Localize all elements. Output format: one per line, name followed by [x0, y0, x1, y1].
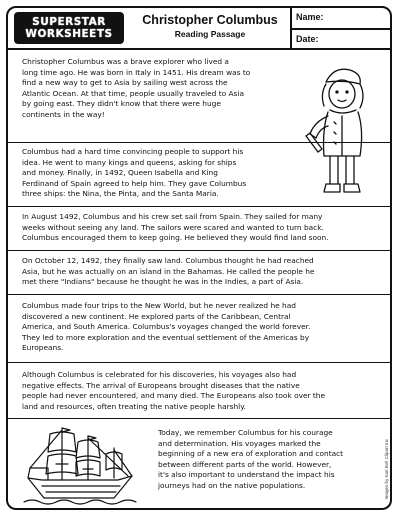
paragraph-3: [22, 212, 329, 244]
paragraph-line: weeks without seeing any land. The sailors were scared and wanted to turn back.: [22, 222, 324, 232]
paragraph-line: continents in the way!: [22, 109, 105, 119]
paragraph-line: idea. He went to many kings and queens, asking for ships: [22, 157, 237, 167]
date-field[interactable]: [292, 28, 390, 48]
title-block: [130, 8, 290, 48]
paragraph-4: [22, 256, 315, 288]
page-title: Christopher Columbus: [142, 13, 278, 27]
name-field[interactable]: [292, 8, 390, 28]
paragraph-line: by going east. They didn't know that there were huge: [22, 99, 221, 109]
paragraph-line: In August 1492, Columbus and his crew set sail from Spain. They sailed for many: [22, 212, 323, 221]
paragraph-line: Asia, but he was actually on an island in the Bahamas. He called the people he: [22, 266, 315, 276]
paragraph-line: three ships: the Nina, the Pinta, and the Santa Maria.: [22, 189, 219, 199]
section-divider: [8, 418, 390, 419]
paragraph-line: Today, we remember Columbus for his courage: [158, 428, 333, 437]
paragraph-line: On October 12, 1492, they finally saw land. Columbus thought he had reached: [22, 256, 314, 265]
section-divider: [8, 250, 390, 251]
paragraph-1: [22, 57, 250, 121]
worksheet-header: [8, 8, 390, 50]
paragraph-line: people had never encountered, and many died. The Europeans also took over the: [22, 391, 326, 401]
paragraph-line: find a new way to get to Asia by sailing west across the: [22, 78, 228, 88]
ship-illustration: [22, 422, 138, 508]
paragraph-line: Christopher Columbus was a brave explorer who lived a: [22, 57, 229, 66]
section-divider: [8, 142, 390, 143]
columbus-illustration: [304, 60, 380, 200]
paragraph-7: [158, 428, 343, 492]
paragraph-line: America, and South America. Columbus's voyages changed the world forever.: [22, 322, 311, 332]
paragraph-line: Ferdinand of Spain agreed to help him. They gave Columbus: [22, 178, 247, 188]
section-divider: [8, 362, 390, 363]
paragraph-line: met there "Indians" because he thought he was in the Indies, a part of Asia.: [22, 277, 304, 287]
paragraph-line: Columbus had a hard time convincing people to support his: [22, 147, 244, 156]
paragraph-line: between different parts of the world. However,: [158, 459, 332, 469]
date-label: Date:: [296, 34, 319, 44]
paragraph-line: Although Columbus is celebrated for his discoveries, his voyages also had: [22, 370, 297, 379]
page-subtitle: Reading Passage: [174, 29, 246, 39]
student-fields: [290, 8, 390, 48]
paragraph-line: Columbus made four trips to the New World, but he never realized he had: [22, 301, 296, 310]
paragraph-line: and determination. His voyages marked the: [158, 438, 321, 448]
paragraph-5: [22, 301, 310, 354]
image-credit: Images by Kari Bolt Clipart Inc: [384, 439, 389, 500]
superstar-worksheets-logo: [14, 12, 124, 44]
paragraph-line: it's also important to understand the impact his: [158, 470, 335, 480]
paragraph-line: Europeans.: [22, 343, 64, 353]
paragraph-line: beginning of a new era of exploration and contact: [158, 449, 344, 459]
name-label: Name:: [296, 12, 324, 22]
logo-line-1: SUPERSTAR: [32, 16, 106, 28]
paragraph-line: journeys had on the native populations.: [158, 480, 306, 490]
worksheet-page: [6, 6, 392, 510]
section-divider: [8, 206, 390, 207]
paragraph-line: Atlantic Ocean. At that time, people usually traveled to Asia: [22, 88, 244, 98]
paragraph-line: land and resources, often treating the native people harshly.: [22, 401, 246, 411]
paragraph-line: Columbus encouraged them to keep going. He believed they would find land soon.: [22, 233, 329, 243]
paragraph-line: and money. Finally, in 1492, Queen Isabella and King: [22, 168, 218, 178]
paragraph-line: negative effects. The arrival of Europeans brought diseases that the native: [22, 380, 300, 390]
paragraph-line: They led to more exploration and the eventual settlement of the Americas by: [22, 332, 310, 342]
section-divider: [8, 294, 390, 295]
paragraph-2: [22, 147, 246, 200]
logo-line-2: WORKSHEETS: [25, 28, 113, 40]
paragraph-line: discovered a new continent. He explored parts of the Caribbean, Central: [22, 311, 291, 321]
paragraph-line: long time ago. He was born in Italy in 1451. His dream was to: [22, 67, 251, 77]
paragraph-6: [22, 370, 325, 412]
